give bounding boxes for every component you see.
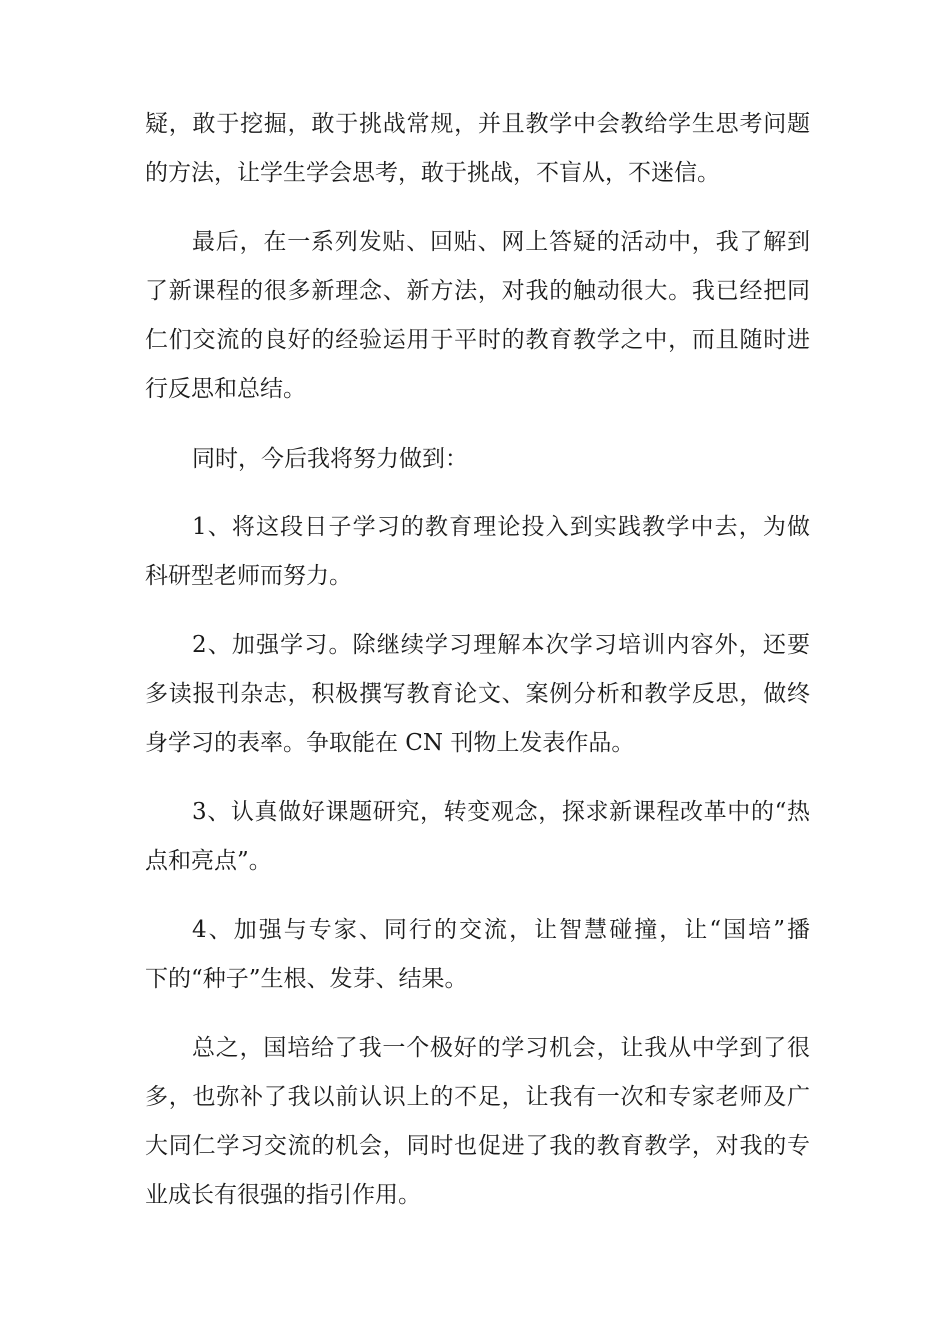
list-item-1	[145, 503, 810, 601]
text-line: 1、将这段日子学习的教育理论投入到实践教学中去，为做	[192, 514, 810, 540]
text-line: 的方法，让学生学会思考，敢于挑战，不盲从，不迷信。	[145, 160, 720, 186]
text-line: 点和亮点”。	[145, 848, 272, 874]
text-line: 业成长有很强的指引作用。	[145, 1182, 421, 1208]
text-line: 2、加强学习。除继续学习理解本次学习培训内容外，还要	[192, 632, 810, 658]
text-line: 多读报刊杂志，积极撰写教育论文、案例分析和教学反思，做终	[145, 681, 810, 707]
list-item-4	[145, 906, 810, 1004]
paragraph-future-intro	[145, 435, 810, 484]
text-line: 同时，今后我将努力做到：	[192, 446, 468, 472]
paragraph-continuation	[145, 100, 810, 198]
paragraph-summary	[145, 1024, 810, 1220]
paragraph-conclusion-learning	[145, 218, 810, 414]
text-line: 下的“种子”生根、发芽、结果。	[145, 966, 468, 992]
text-line: 总之，国培给了我一个极好的学习机会，让我从中学到了很	[192, 1035, 810, 1061]
text-line: 多，也弥补了我以前认识上的不足，让我有一次和专家老师及广	[145, 1084, 810, 1110]
text-line: 3、认真做好课题研究，转变观念，探求新课程改革中的“热	[192, 799, 810, 825]
text-line: 科研型老师而努力。	[145, 563, 352, 589]
text-line: 身学习的表率。争取能在 CN 刊物上发表作品。	[145, 730, 635, 756]
text-line: 行反思和总结。	[145, 376, 306, 402]
list-item-2	[145, 621, 810, 768]
text-line: 仁们交流的良好的经验运用于平时的教育教学之中，而且随时进	[145, 327, 810, 353]
text-line: 了新课程的很多新理念、新方法，对我的触动很大。我已经把同	[145, 278, 810, 304]
text-line: 疑，敢于挖掘，敢于挑战常规，并且教学中会教给学生思考问题	[145, 111, 810, 137]
text-line: 最后，在一系列发贴、回贴、网上答疑的活动中，我了解到	[192, 229, 810, 255]
text-line: 4、加强与专家、同行的交流，让智慧碰撞，让“国培”播	[192, 917, 810, 943]
list-item-3	[145, 788, 810, 886]
text-line: 大同仁学习交流的机会，同时也促进了我的教育教学，对我的专	[145, 1133, 810, 1159]
